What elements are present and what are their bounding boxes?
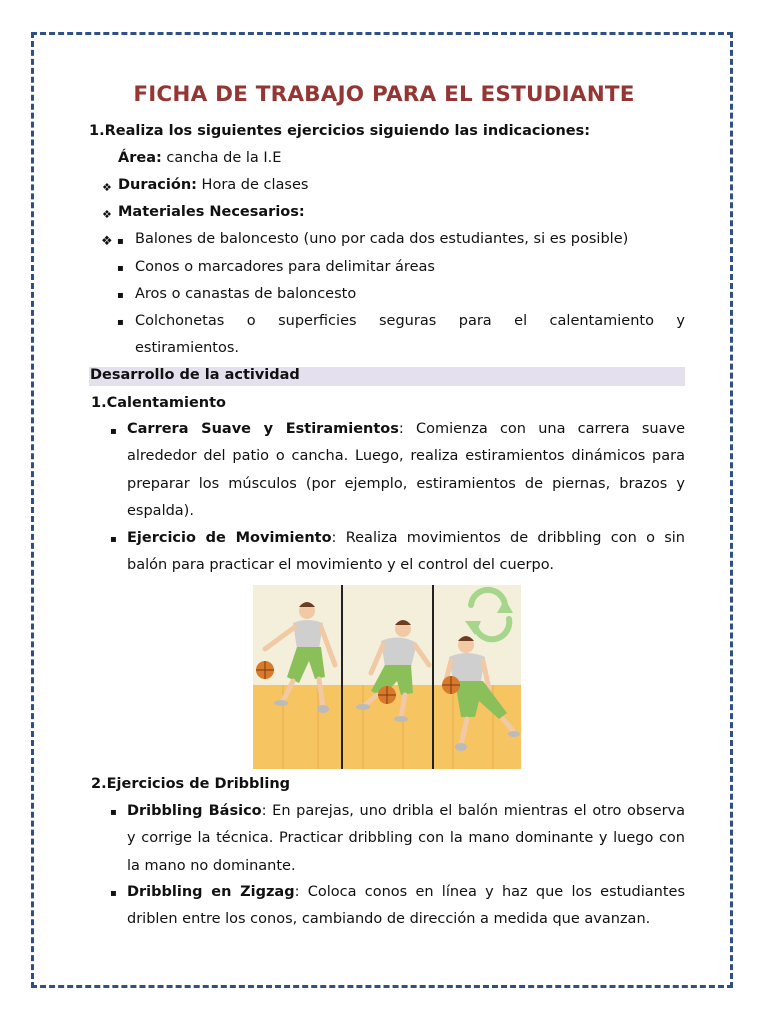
dribbling-illustration: [253, 585, 521, 769]
diamond-bullet-icon: ❖: [102, 208, 112, 221]
bullet-text: cancha de la I.E: [161, 150, 282, 166]
square-bullet-icon: ▪: [110, 426, 117, 437]
square-bullet-icon: ▪: [110, 807, 117, 818]
intro-text: Realiza los siguientes ejercicios siguiendo las indicaciones:: [104, 123, 591, 139]
square-bullet-icon: ▪: [117, 236, 124, 247]
diamond-bullet-icon: ❖: [102, 181, 112, 194]
intro-line: [89, 118, 590, 145]
step2-item-zigzag: [127, 879, 685, 934]
square-bullet-icon: ▪: [117, 290, 124, 301]
section-heading: Desarrollo de la actividad: [90, 367, 300, 383]
bullet-label: Duración:: [118, 177, 197, 193]
step2-heading: [91, 771, 290, 798]
page-title: FICHA DE TRABAJO PARA EL ESTUDIANTE: [133, 82, 635, 107]
bullet-label: Área:: [118, 150, 162, 166]
item-label: Dribbling Básico: [127, 803, 262, 819]
item-label: Dribbling en Zigzag: [127, 884, 295, 900]
item-text: : Coloca conos en línea y haz que los estudiantes driblen entre los conos, cambiando de dirección a medida que avanzan.: [127, 884, 685, 928]
square-bullet-icon: ▪: [110, 888, 117, 899]
item-text: : En parejas, uno dribla el balón mientras el otro observa y corrige la técnica. Practicar dribbling con la mano dominante y luego con la mano no dominante.: [127, 803, 685, 874]
step1-title: Calentamiento: [106, 395, 227, 411]
bullet-text: Hora de clases: [196, 177, 309, 193]
step1-number: 1.: [91, 395, 107, 411]
item-text: : Comienza con una carrera suave alrededor del patio o cancha. Luego, realiza estiramientos dinámicos para preparar los músculos (por ejemplo, estiramientos de piernas, brazos y espalda).: [127, 421, 685, 519]
material-item: Colchonetas o superficies seguras para el calentamiento y: [135, 313, 685, 329]
material-item: Aros o canastas de baloncesto: [135, 286, 357, 302]
bullet-duracion: [118, 172, 308, 199]
square-bullet-icon: ▪: [110, 534, 117, 545]
intro-number: 1.: [89, 123, 105, 139]
step2-title: Ejercicios de Dribbling: [106, 776, 291, 792]
step2-number: 2.: [91, 776, 107, 792]
material-item: Conos o marcadores para delimitar áreas: [135, 259, 435, 275]
step1-item-carrera: [127, 416, 685, 525]
square-bullet-icon: ▪: [117, 317, 124, 328]
step1-heading: [91, 390, 226, 417]
bullet-area: [118, 145, 281, 172]
material-item: Balones de baloncesto (uno por cada dos estudiantes, si es posible): [135, 231, 629, 247]
item-text: : Realiza movimientos de dribbling con o sin balón para practicar el movimiento y el control del cuerpo.: [127, 530, 685, 574]
step2-item-basico: [127, 798, 685, 880]
material-item-continued: estiramientos.: [135, 340, 240, 356]
bullet-label: Materiales Necesarios:: [118, 204, 305, 220]
item-label: Ejercicio de Movimiento: [127, 530, 332, 546]
square-bullet-icon: ▪: [117, 263, 124, 274]
diamond-bullet-icon: ❖: [101, 234, 113, 249]
step1-item-movimiento: [127, 525, 685, 580]
bullet-materiales: [118, 199, 305, 226]
item-label: Carrera Suave y Estiramientos: [127, 421, 399, 437]
